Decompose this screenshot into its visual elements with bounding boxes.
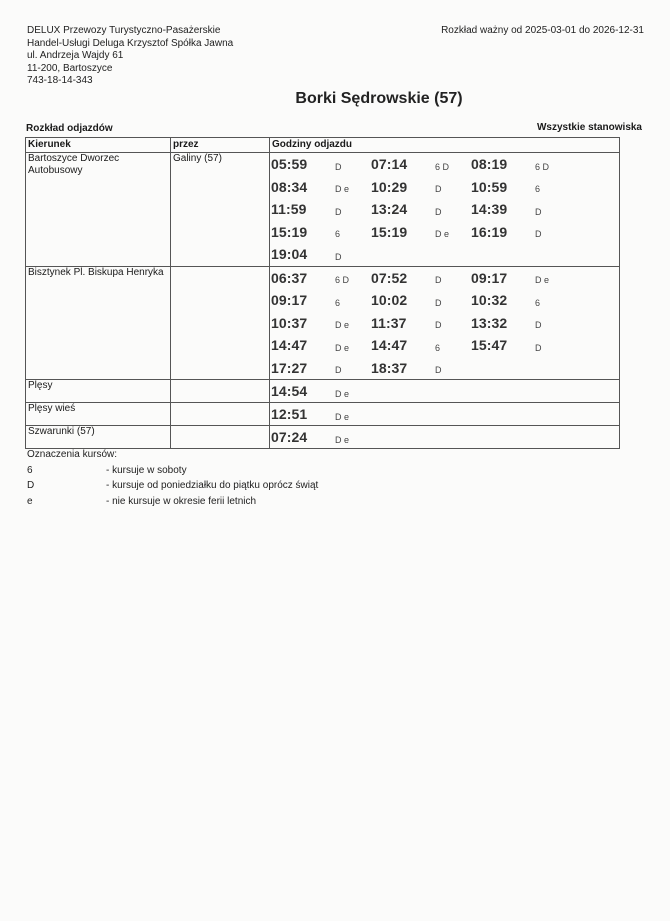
departure-mark: D e (535, 275, 550, 286)
departures-cell (270, 403, 620, 426)
departure-time: 10:29 (371, 178, 408, 195)
departure-mark: D (535, 229, 542, 240)
departure-mark: D (335, 206, 342, 217)
departure-entry (371, 357, 471, 380)
departures-grid (270, 153, 619, 266)
departure-time: 17:27 (271, 359, 308, 376)
departure-mark: D e (335, 411, 350, 422)
departure-mark: D (435, 297, 442, 308)
departure-entry (271, 357, 371, 380)
departure-mark: D (335, 161, 342, 172)
departure-entry (271, 153, 371, 176)
departure-time: 07:52 (371, 269, 408, 286)
page-title: Borki Sędrowskie (57) (295, 90, 463, 107)
header-direction: Kierunek (26, 138, 171, 153)
direction-cell: Bisztynek Pl. Biskupa Henryka (26, 266, 171, 380)
legend-description: - kursuje w soboty (106, 464, 187, 476)
departure-mark: D e (335, 184, 350, 195)
company-city: 11-200, Bartoszyce (27, 62, 113, 74)
legend-code: 6 (27, 464, 33, 476)
departure-time: 08:34 (271, 178, 308, 195)
departure-entry (371, 289, 471, 312)
departure-time: 10:37 (271, 314, 308, 331)
departure-time: 11:37 (371, 314, 407, 331)
departure-entry (271, 312, 371, 335)
departure-entry (271, 380, 371, 402)
departure-time: 14:39 (471, 201, 508, 218)
table-row (26, 403, 620, 426)
departure-time: 19:04 (271, 246, 308, 263)
departure-time: 10:59 (471, 178, 508, 195)
departures-cell (270, 426, 620, 449)
departure-mark: 6 (435, 342, 441, 353)
departure-time: 07:24 (271, 429, 308, 445)
departure-time: 09:17 (271, 292, 308, 309)
departures-grid (270, 426, 619, 448)
departure-entry (471, 176, 571, 199)
departure-time: 13:32 (471, 314, 508, 331)
departure-time: 14:54 (271, 383, 308, 399)
departure-time: 07:14 (371, 156, 408, 173)
departure-entry (371, 176, 471, 199)
departure-time: 16:19 (471, 223, 508, 240)
via-cell (171, 266, 270, 380)
departures-grid (270, 403, 619, 425)
departure-mark: D (335, 251, 342, 262)
departure-mark: 6 (335, 229, 341, 240)
direction-cell: Bartoszyce Dworzec Autobusowy (26, 153, 171, 267)
via-cell (171, 403, 270, 426)
departures-cell (270, 153, 620, 267)
departure-time: 10:32 (471, 292, 508, 309)
departure-time: 18:37 (371, 359, 408, 376)
table-row (26, 153, 620, 267)
departure-mark: 6 D (335, 275, 350, 286)
direction-cell: Plęsy (26, 380, 171, 403)
departure-entry (471, 289, 571, 312)
section-title: Rozkład odjazdów (26, 123, 113, 134)
company-subname: Handel-Usługi Deluga Krzysztof Spółka Jawna (27, 37, 234, 49)
legend-code: e (27, 495, 33, 507)
departure-mark: D (435, 275, 442, 286)
departure-time: 05:59 (271, 156, 308, 173)
departure-mark: D (435, 206, 442, 217)
departure-entry (471, 312, 571, 335)
table-header-row (26, 138, 620, 153)
departure-time: 14:47 (371, 337, 408, 354)
departure-mark: D (535, 320, 542, 331)
departure-entry (371, 312, 471, 335)
departure-entry (471, 198, 571, 221)
validity-period: Rozkład ważny od 2025-03-01 do 2026-12-31 (441, 25, 644, 36)
departure-time: 12:51 (271, 406, 308, 422)
platforms-label: Wszystkie stanowiska (536, 122, 642, 133)
company-info (27, 25, 233, 88)
via-cell (171, 426, 270, 449)
departure-entry (371, 334, 471, 357)
departure-time: 11:59 (271, 201, 307, 218)
timetable (25, 137, 620, 449)
company-tax-id: 743-18-14-343 (27, 75, 93, 86)
departure-time: 13:24 (371, 201, 408, 218)
departure-entry (271, 426, 371, 448)
legend-code: D (27, 480, 35, 491)
departure-mark: D (535, 206, 542, 217)
company-street: ul. Andrzeja Wajdy 61 (27, 50, 124, 61)
departures-grid (270, 267, 619, 380)
departure-mark: 6 (535, 184, 541, 195)
departure-entry (471, 221, 571, 244)
departure-time: 09:17 (471, 269, 508, 286)
table-row (26, 266, 620, 380)
legend-item (27, 478, 318, 494)
departures-grid (270, 380, 619, 402)
direction-cell: Szwarunki (57) (26, 426, 171, 449)
legend-title: Oznaczenia kursów: (27, 449, 118, 460)
departure-time: 06:37 (271, 269, 308, 286)
departure-time: 15:19 (271, 223, 308, 240)
departure-entry (471, 153, 571, 176)
departure-mark: D e (335, 388, 350, 399)
via-cell (171, 380, 270, 403)
departure-mark: 6 D (535, 161, 550, 172)
departure-entry (371, 267, 471, 290)
departures-cell (270, 380, 620, 403)
departure-mark: D (435, 320, 442, 331)
table-row (26, 380, 620, 403)
departure-entry (371, 198, 471, 221)
departure-mark: D (535, 342, 542, 353)
departure-entry (271, 289, 371, 312)
departure-time: 14:47 (271, 337, 308, 354)
departure-mark: D e (435, 229, 450, 240)
departure-entry (271, 267, 371, 290)
legend-item (27, 494, 318, 510)
departure-mark: D (435, 184, 442, 195)
departure-entry (471, 267, 571, 290)
departure-mark: D e (335, 434, 350, 445)
departure-time: 15:19 (371, 223, 408, 240)
departure-entry (271, 176, 371, 199)
departure-entry (271, 403, 371, 425)
departure-time: 15:47 (471, 337, 508, 354)
departure-mark: D e (335, 342, 350, 353)
departure-entry (271, 334, 371, 357)
legend-item (27, 463, 318, 479)
departure-entry (471, 334, 571, 357)
departures-cell (270, 266, 620, 380)
departure-mark: D e (335, 320, 350, 331)
departure-entry (271, 221, 371, 244)
via-cell: Galiny (57) (171, 153, 270, 267)
departure-entry (271, 243, 371, 266)
departure-time: 10:02 (371, 292, 408, 309)
legend-description: - nie kursuje w okresie ferii letnich (106, 495, 257, 507)
direction-cell: Plęsy wieś (26, 403, 171, 426)
departure-mark: 6 D (435, 161, 450, 172)
header-times: Godziny odjazdu (270, 138, 620, 153)
departure-mark: 6 (535, 297, 541, 308)
table-row (26, 426, 620, 449)
departure-mark: 6 (335, 297, 341, 308)
company-name: DELUX Przewozy Turystyczno-Pasażerskie (27, 25, 221, 36)
departure-mark: D (435, 365, 442, 376)
departure-entry (371, 153, 471, 176)
departure-time: 08:19 (471, 156, 508, 173)
legend-description: - kursuje od poniedziałku do piątku oprócz świąt (106, 480, 319, 491)
legend (27, 447, 318, 509)
departure-mark: D (335, 365, 342, 376)
header-via: przez (171, 138, 270, 153)
departure-entry (371, 221, 471, 244)
departure-entry (271, 198, 371, 221)
